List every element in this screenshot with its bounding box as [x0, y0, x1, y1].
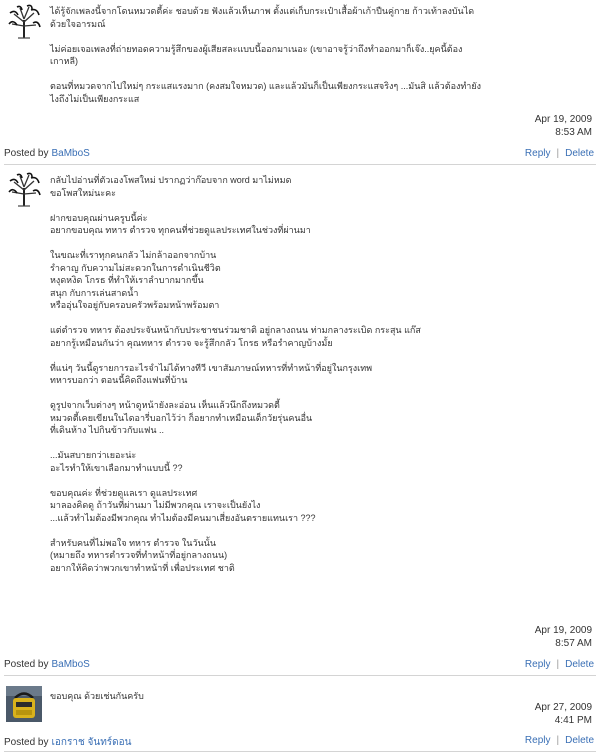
posted-by-label: Posted by [4, 737, 49, 748]
comment-timestamp [535, 113, 592, 139]
comment-item [0, 0, 600, 164]
comment-date: Apr 27, 2009 [534, 702, 592, 713]
comment-meta [4, 148, 596, 165]
comment-line: อยากขอบคุณ ทหาร ตำรวจ ทุกคนที่ช่วยดูแลประเทศในช่วงที่ผ่านมา [50, 225, 311, 235]
comment-paragraph [50, 362, 590, 387]
delete-link[interactable]: Delete [565, 148, 594, 159]
posted-by-label: Posted by [4, 148, 49, 159]
comment-meta [4, 735, 596, 752]
comment-paragraph [50, 537, 590, 575]
comment-line: อยากรู้เหมือนกันว่า คุณทหาร ตำรวจ จะรู้สึกกลัว โกรธ หรือรำคาญบ้างมั้ย [50, 337, 333, 348]
posted-by [4, 659, 90, 670]
comment-item [0, 682, 600, 753]
comment-paragraph [50, 690, 590, 703]
action-separator: | [556, 735, 560, 746]
comment-line: ...แล้วทำไมต้องมีพวกคุณ ทำไมต้องมีคนมาเสี่ยงอันตรายแทนเรา ??? [50, 512, 316, 523]
comment-line: ไม่ค่อยเจอเพลงที่ถ่ายทอดความรู้สึกของผู้เสียสละแบบนี้ออกมาเนอะ (เขาอาจรู้ว่าถึงทำออกมาก็เจ๊ง..ยุคนี้ต้อง [50, 43, 463, 54]
comment-line: ไงถึงไม่เป็นเพียงกระแส [50, 93, 140, 104]
comment-paragraph [50, 249, 590, 312]
delete-link[interactable]: Delete [565, 659, 594, 670]
author-link[interactable]: เอกราช จันทร์ดอน [51, 737, 132, 748]
comment-date: Apr 19, 2009 [534, 114, 592, 125]
avatar-tree-icon [6, 172, 42, 208]
comment-line: ดูรูปจากเว็บต่างๆ หน้าดูหน้ายังละอ่อน เห็นแล้วนึกถึงหมวดตี้ [50, 400, 280, 410]
comment-time: 8:53 AM [555, 127, 592, 138]
comment-paragraph [50, 324, 590, 349]
comment-timestamp [535, 701, 592, 727]
comment-paragraph [50, 80, 590, 105]
delete-link[interactable]: Delete [565, 735, 594, 746]
comment-line: มาลองคิดดู ถ้าวันที่ผ่านมา ไม่มีพวกคุณ เราจะเป็นยังไง [50, 500, 261, 510]
comment-date: Apr 19, 2009 [534, 625, 592, 636]
comment-line: ตอนที่หมวดจากไปใหม่ๆ กระแสแรงมาก (คงสมใจหมวด) และแล้วมันก็เป็นเพียงกระแสจริงๆ ...มันสิ แล้วต้องทำยัง [50, 81, 482, 91]
comment-line: กลับไปอ่านที่ตัวเองโพสใหม่ ปรากฏว่าก๊อบจาก word มาไม่หมด [50, 175, 292, 185]
action-separator: | [556, 659, 560, 670]
comment-item [0, 168, 600, 677]
comment-paragraph [50, 449, 590, 474]
comment-line: สำหรับคนที่ไม่พอใจ ทหาร ตำรวจ ในวันนั้น [50, 537, 216, 548]
avatar-bag-photo [6, 686, 42, 722]
comment-line: ได้รู้จักเพลงนี้จากโดนหมวดตี้ค่ะ ชอบด้วย ฟังแล้วเห็นภาพ ตั้งแต่เก็บกระเป๋าเสื้อผ้าเก้าปืนคู่กาย ก้าวเท้าลงบันได [50, 6, 475, 16]
comment-line: รำคาญ กับความไม่สะดวกในการดำเนินชีวิต [50, 262, 221, 273]
comment-timestamp [535, 624, 592, 650]
action-separator: | [556, 148, 560, 159]
comment-line: สนุก กับการเล่นสาดน้ำ [50, 287, 139, 298]
comment-line: หรืออุ่นใจอยู่กับครอบครัวพร้อมหน้าพร้อมตา [50, 300, 220, 310]
reply-link[interactable]: Reply [524, 659, 551, 670]
comment-line: แต่ตำรวจ ทหาร ต้องประจันหน้ากับประชาชนร่วมชาติ อยู่กลางถนน ท่ามกลางระเบิด กระสุน แก๊ส [50, 325, 421, 335]
posted-by [4, 735, 132, 750]
comment-body [50, 174, 590, 587]
comment-time: 8:57 AM [555, 638, 592, 649]
comment-paragraph [50, 174, 590, 199]
comment-line: ที่แน่ๆ วันนี้ดูรายการอะไรจำไม่ได้ทางทีวี เขาสัมภาษณ์ทหารที่ทำหน้าที่อยู่ในกรุงเทพ [50, 362, 373, 373]
comment-paragraph [50, 399, 590, 437]
comment-line: ในขณะที่เราทุกคนกลัว ไม่กล้าออกจากบ้าน [50, 250, 217, 260]
posted-by [4, 148, 90, 159]
comment-line: หงุดหงิด โกรธ ที่ทำให้เราลำบากมากขึ้น [50, 275, 204, 285]
comment-line: เกาหลี) [50, 56, 79, 66]
comment-meta [4, 659, 596, 676]
comment-paragraph [50, 5, 590, 30]
reply-link[interactable]: Reply [524, 735, 551, 746]
comment-line: ขอโพสใหม่นะคะ [50, 187, 116, 198]
comment-line: อะไรทำให้เขาเลือกมาทำแบบนี้ ?? [50, 462, 183, 473]
comment-line: อยากให้คิดว่าพวกเขาทำหน้าที่ เพื่อประเทศ ชาติ [50, 562, 235, 573]
comment-actions [525, 659, 594, 670]
comment-line: ขอบคุณ ด้วยเช่นกันครับ [50, 691, 144, 701]
comment-actions [525, 148, 594, 159]
author-link[interactable]: BaMboS [51, 148, 90, 159]
comment-line: (หมายถึง ทหารตำรวจที่ทำหน้าที่อยู่กลางถนน) [50, 550, 228, 560]
comment-line: ที่เดินห้าง ไปกินข้าวกับแฟน .. [50, 425, 164, 435]
comment-body [50, 5, 590, 118]
comment-actions [525, 735, 594, 746]
comment-line: ขอบคุณค่ะ ที่ช่วยดูแลเรา ดูแลประเทศ [50, 487, 198, 498]
comment-time: 4:41 PM [554, 715, 592, 726]
posted-by-label: Posted by [4, 659, 49, 670]
comment-line: หมวดตี้เคยเขียนในไดอารี่บอกไว้ว่า ก็อยากทำเหมือนเด็กวัยรุ่นคนอื่น [50, 412, 313, 423]
comment-body [50, 690, 590, 715]
comment-line: ทหารบอกว่า ตอนนี้คิดถึงแฟนที่บ้าน [50, 375, 188, 385]
comment-line: ด้วยใจอารมณ์ [50, 18, 106, 29]
author-link[interactable]: BaMboS [51, 659, 90, 670]
reply-link[interactable]: Reply [524, 148, 551, 159]
comment-paragraph [50, 212, 590, 237]
comment-paragraph [50, 43, 590, 68]
comment-line: ...มันสบายกว่าเยอะน่ะ [50, 450, 137, 460]
comment-line: ฝากขอบคุณผ่านครูบนี้ค่ะ [50, 212, 148, 223]
comment-paragraph [50, 487, 590, 525]
avatar-tree-icon [6, 4, 42, 40]
